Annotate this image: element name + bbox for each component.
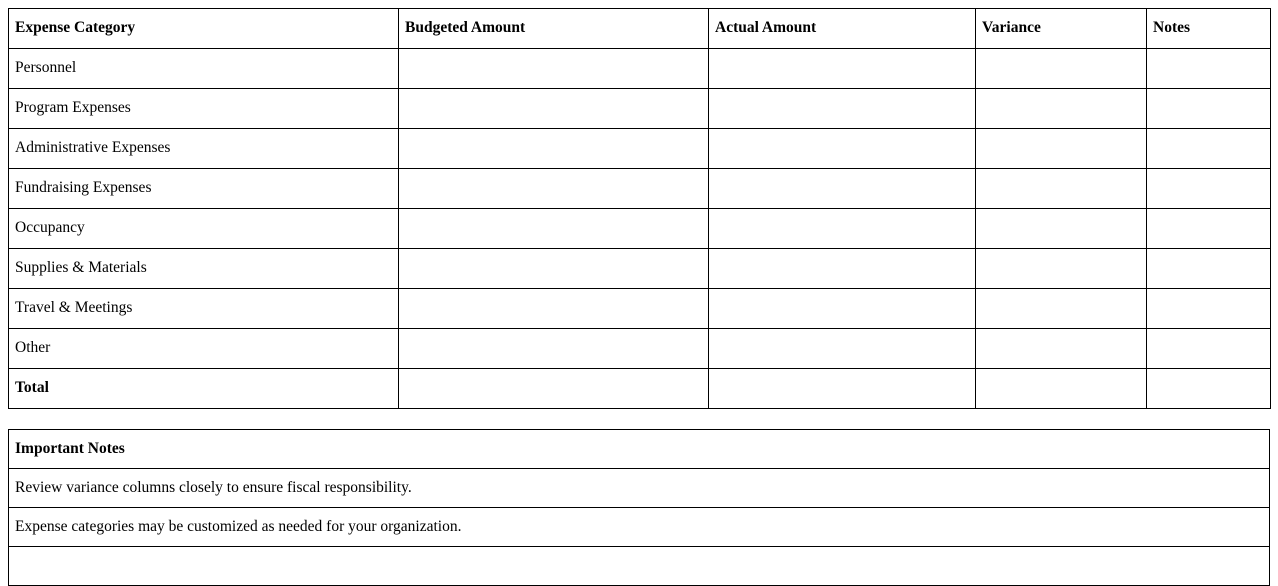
cell-notes[interactable] — [1147, 129, 1271, 169]
cell-variance[interactable] — [976, 89, 1147, 129]
table-row-total — [9, 369, 1271, 409]
table-row — [9, 209, 1271, 249]
cell-actual[interactable] — [709, 329, 976, 369]
cell-category: Occupancy — [9, 209, 399, 249]
cell-actual[interactable] — [709, 289, 976, 329]
cell-notes[interactable] — [1147, 289, 1271, 329]
cell-variance[interactable] — [976, 209, 1147, 249]
cell-budgeted[interactable] — [399, 329, 709, 369]
cell-budgeted[interactable] — [399, 289, 709, 329]
cell-actual[interactable] — [709, 129, 976, 169]
cell-variance[interactable] — [976, 169, 1147, 209]
cell-category: Travel & Meetings — [9, 289, 399, 329]
notes-item: Review variance columns closely to ensure fiscal responsibility. — [9, 469, 1270, 508]
table-spacer — [8, 409, 1270, 429]
cell-actual[interactable] — [709, 209, 976, 249]
important-notes-table — [8, 429, 1270, 586]
cell-actual[interactable] — [709, 169, 976, 209]
table-row — [9, 49, 1271, 89]
table-row — [9, 329, 1271, 369]
cell-notes[interactable] — [1147, 329, 1271, 369]
table-header-row — [9, 9, 1271, 49]
notes-item: Expense categories may be customized as needed for your organization. — [9, 508, 1270, 547]
column-header-actual-amount: Actual Amount — [709, 9, 976, 49]
cell-notes[interactable] — [1147, 89, 1271, 129]
cell-variance-total[interactable] — [976, 369, 1147, 409]
column-header-notes: Notes — [1147, 9, 1271, 49]
cell-budgeted[interactable] — [399, 49, 709, 89]
table-row — [9, 129, 1271, 169]
cell-budgeted-total[interactable] — [399, 369, 709, 409]
notes-item — [9, 547, 1270, 586]
table-row — [9, 169, 1271, 209]
cell-category-total: Total — [9, 369, 399, 409]
notes-header-row — [9, 430, 1270, 469]
column-header-variance: Variance — [976, 9, 1147, 49]
cell-budgeted[interactable] — [399, 89, 709, 129]
cell-variance[interactable] — [976, 329, 1147, 369]
notes-row — [9, 547, 1270, 586]
notes-row — [9, 469, 1270, 508]
cell-category: Personnel — [9, 49, 399, 89]
cell-notes[interactable] — [1147, 169, 1271, 209]
cell-variance[interactable] — [976, 249, 1147, 289]
cell-actual-total[interactable] — [709, 369, 976, 409]
cell-notes[interactable] — [1147, 249, 1271, 289]
cell-category: Fundraising Expenses — [9, 169, 399, 209]
cell-budgeted[interactable] — [399, 209, 709, 249]
table-row — [9, 289, 1271, 329]
cell-category: Other — [9, 329, 399, 369]
cell-budgeted[interactable] — [399, 129, 709, 169]
cell-actual[interactable] — [709, 249, 976, 289]
cell-variance[interactable] — [976, 289, 1147, 329]
cell-budgeted[interactable] — [399, 169, 709, 209]
cell-variance[interactable] — [976, 129, 1147, 169]
cell-variance[interactable] — [976, 49, 1147, 89]
cell-notes[interactable] — [1147, 209, 1271, 249]
cell-category: Supplies & Materials — [9, 249, 399, 289]
table-row — [9, 249, 1271, 289]
column-header-budgeted-amount: Budgeted Amount — [399, 9, 709, 49]
table-row — [9, 89, 1271, 129]
cell-category: Administrative Expenses — [9, 129, 399, 169]
cell-actual[interactable] — [709, 49, 976, 89]
cell-notes[interactable] — [1147, 49, 1271, 89]
cell-actual[interactable] — [709, 89, 976, 129]
cell-notes-total[interactable] — [1147, 369, 1271, 409]
column-header-expense-category: Expense Category — [9, 9, 399, 49]
notes-header-label: Important Notes — [9, 430, 1270, 469]
cell-category: Program Expenses — [9, 89, 399, 129]
expense-budget-table — [8, 8, 1271, 409]
cell-budgeted[interactable] — [399, 249, 709, 289]
notes-row — [9, 508, 1270, 547]
